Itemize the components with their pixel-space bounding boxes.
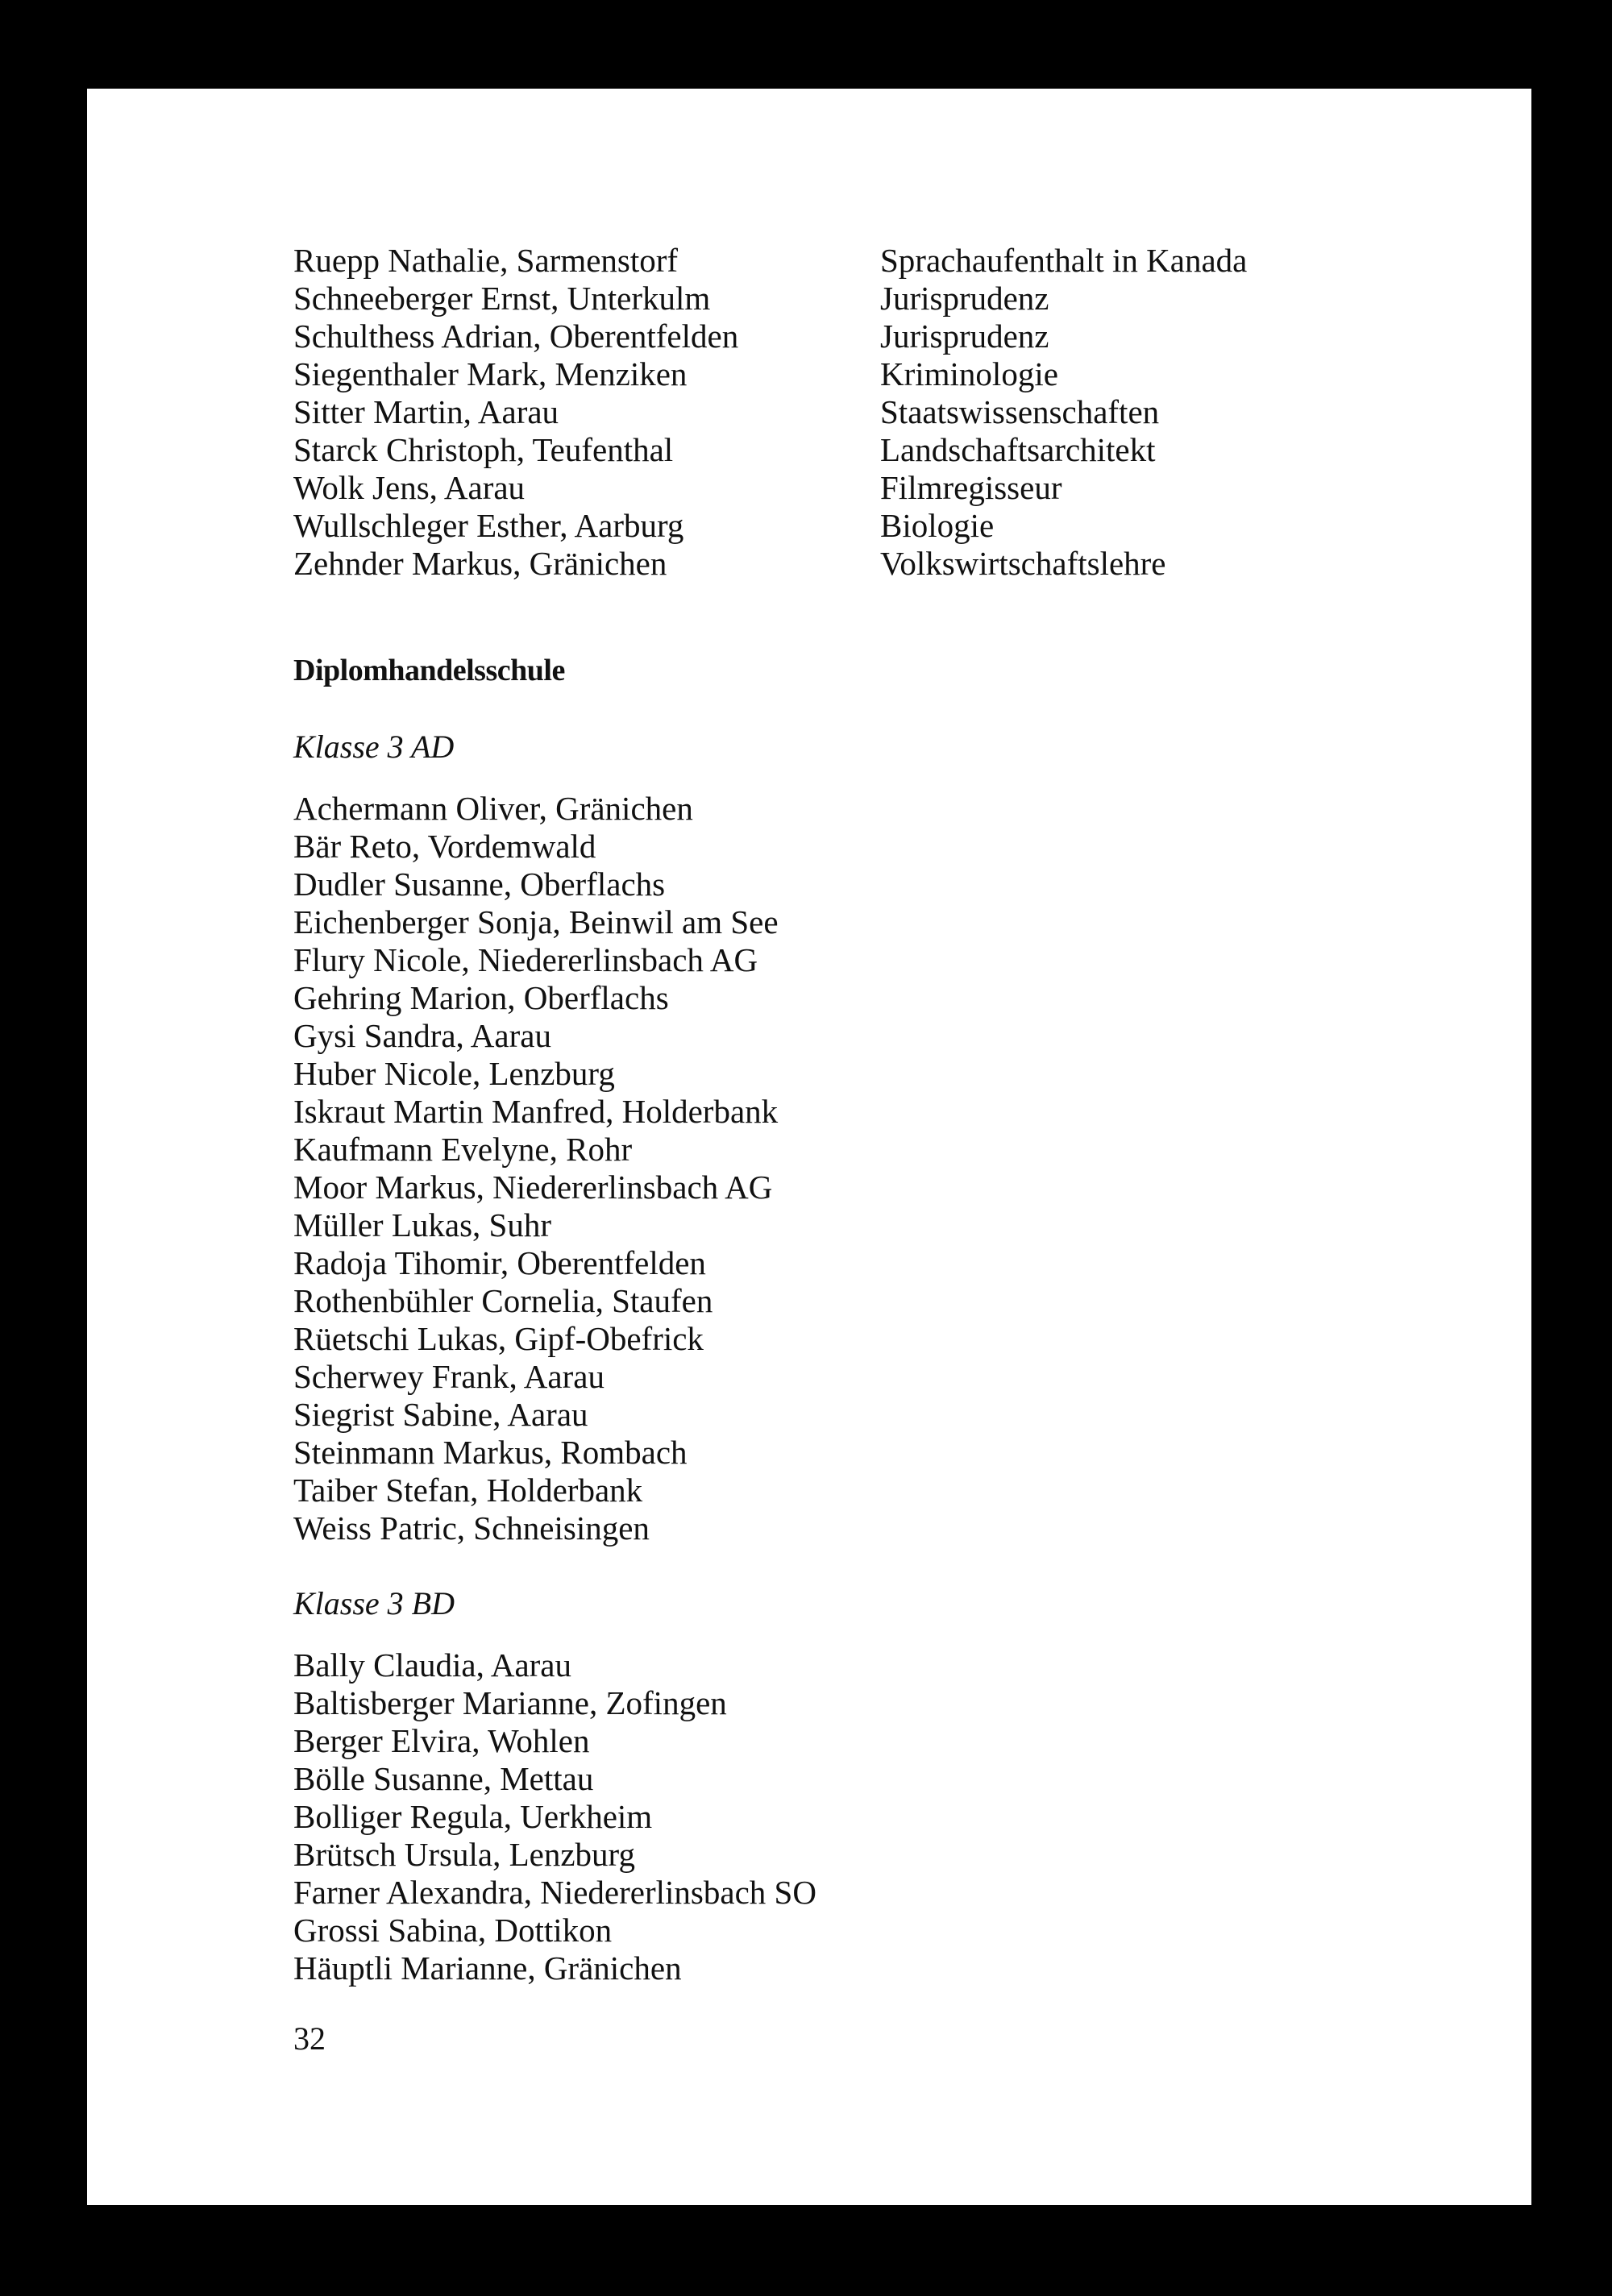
list-item: Bölle Susanne, Mettau (293, 1760, 594, 1797)
table-row-field: Filmregisseur (880, 469, 1062, 506)
table-row-name: Zehnder Markus, Gränichen (293, 545, 667, 582)
table-row-name: Wolk Jens, Aarau (293, 469, 526, 506)
table-row-name: Ruepp Nathalie, Sarmenstorf (293, 242, 679, 279)
table-row-field: Sprachaufenthalt in Kanada (880, 242, 1248, 279)
table-row-name: Wullschleger Esther, Aarburg (293, 507, 684, 544)
table-row-name: Sitter Martin, Aarau (293, 393, 559, 430)
table-row-name: Siegenthaler Mark, Menziken (293, 355, 688, 392)
list-item: Farner Alexandra, Niedererlinsbach SO (293, 1874, 816, 1911)
table-row-field: Landschaftsarchitekt (880, 431, 1156, 468)
list-item: Baltisberger Marianne, Zofingen (293, 1684, 727, 1721)
list-item: Weiss Patric, Schneisingen (293, 1509, 650, 1547)
class-title-3bd: Klasse 3 BD (293, 1585, 455, 1621)
list-item: Eichenberger Sonja, Beinwil am See (293, 903, 779, 940)
class-title-3ad: Klasse 3 AD (293, 729, 455, 765)
list-item: Taiber Stefan, Holderbank (293, 1472, 643, 1509)
list-item: Siegrist Sabine, Aarau (293, 1396, 588, 1433)
table-row-field: Volkswirtschaftslehre (880, 545, 1166, 582)
list-item: Radoja Tihomir, Oberentfelden (293, 1244, 706, 1281)
list-item: Kaufmann Evelyne, Rohr (293, 1131, 633, 1168)
list-item: Bär Reto, Vordemwald (293, 828, 596, 865)
list-item: Grossi Sabina, Dottikon (293, 1912, 613, 1949)
list-item: Gysi Sandra, Aarau (293, 1017, 551, 1054)
list-item: Gehring Marion, Oberflachs (293, 979, 669, 1016)
table-row-name: Schulthess Adrian, Oberentfelden (293, 318, 739, 355)
table-row-field: Kriminologie (880, 355, 1058, 392)
list-item: Rothenbühler Cornelia, Staufen (293, 1282, 713, 1319)
page-number: 32 (293, 2020, 326, 2057)
list-item: Brütsch Ursula, Lenzburg (293, 1836, 635, 1873)
list-item: Flury Nicole, Niedererlinsbach AG (293, 941, 758, 978)
list-item: Iskraut Martin Manfred, Holderbank (293, 1093, 779, 1130)
table-row-field: Staatswissenschaften (880, 393, 1160, 430)
list-item: Häuptli Marianne, Gränichen (293, 1949, 682, 1987)
list-item: Huber Nicole, Lenzburg (293, 1055, 615, 1092)
list-item: Rüetschi Lukas, Gipf-Obefrick (293, 1320, 704, 1357)
list-item: Müller Lukas, Suhr (293, 1206, 551, 1243)
list-item: Steinmann Markus, Rombach (293, 1434, 688, 1471)
table-row-name: Schneeberger Ernst, Unterkulm (293, 280, 711, 317)
document-page (87, 89, 1531, 2205)
table-row-field: Jurisprudenz (880, 318, 1049, 355)
list-item: Achermann Oliver, Gränichen (293, 790, 693, 827)
list-item: Bolliger Regula, Uerkheim (293, 1798, 653, 1835)
table-row-field: Biologie (880, 507, 995, 544)
section-heading: Diplomhandelsschule (293, 654, 565, 687)
table-row-field: Jurisprudenz (880, 280, 1049, 317)
list-item: Berger Elvira, Wohlen (293, 1722, 590, 1759)
list-item: Bally Claudia, Aarau (293, 1646, 571, 1684)
table-row-name: Starck Christoph, Teufenthal (293, 431, 674, 468)
list-item: Scherwey Frank, Aarau (293, 1358, 604, 1395)
list-item: Dudler Susanne, Oberflachs (293, 866, 666, 903)
list-item: Moor Markus, Niedererlinsbach AG (293, 1169, 773, 1206)
